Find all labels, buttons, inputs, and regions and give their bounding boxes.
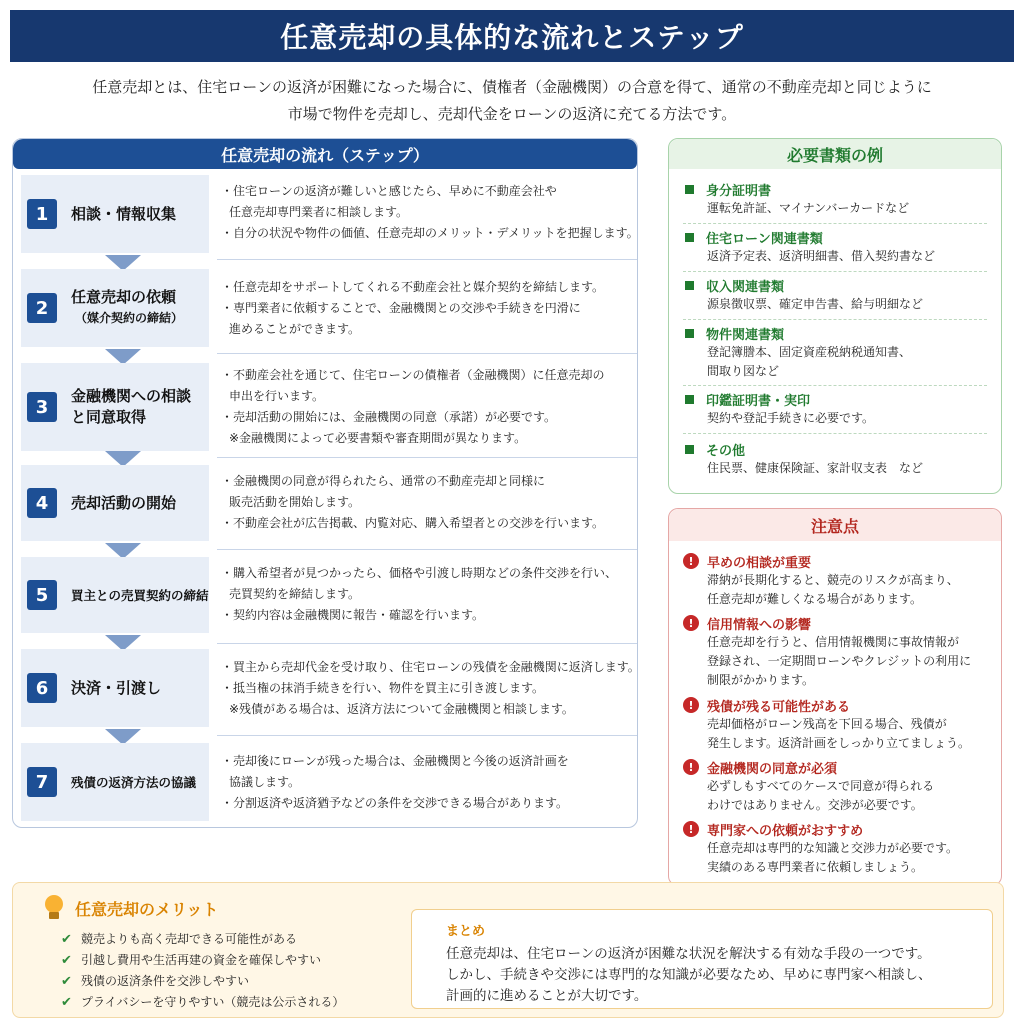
document-desc: 契約や登記手続きに必要です。	[707, 411, 875, 425]
caution-header: 注意点	[669, 509, 1001, 541]
step-number: 6	[27, 673, 57, 703]
summary-line: 任意売却は、住宅ローンの返済が困難な状況を解決する有効な手段の一つです。	[446, 946, 931, 962]
step-line: ・住宅ローンの返済が難しいと感じたら、早めに不動産会社や	[221, 184, 557, 198]
step-4	[21, 465, 637, 541]
summary-box	[411, 909, 993, 1009]
step-label	[21, 557, 209, 633]
summary-text	[446, 944, 931, 1007]
step-3	[21, 363, 637, 451]
step-title	[71, 287, 183, 329]
divider	[683, 271, 987, 272]
step-line: ・売却後にローンが残った場合は、金融機関と今後の返済計画を	[221, 754, 569, 768]
document-title: 収入関連書類	[706, 279, 785, 295]
step-line: ・購入希望者が見つかったら、価格や引渡し時期などの条件交渉を行い、	[221, 566, 618, 580]
intro-line: 任意売却とは、住宅ローンの返済が困難になった場合に、債権者（金融機関）の合意を得て、通常の不動産売却と同じように	[92, 78, 932, 96]
caution-item	[683, 695, 993, 753]
step-7	[21, 743, 637, 821]
step-label	[21, 363, 209, 451]
divider	[217, 643, 637, 644]
caution-desc: 売却価格がローン残高を下回る場合、残債が	[707, 717, 947, 731]
page-title: 任意売却の具体的な流れとステップ	[10, 10, 1014, 62]
document-item	[685, 389, 987, 428]
documents-panel	[668, 138, 1002, 494]
step-title: 金融機関への相談と同意取得	[71, 387, 192, 426]
document-title: 身分証明書	[706, 183, 772, 199]
caution-desc: 任意売却を行うと、信用情報機関に事故情報が	[707, 635, 960, 649]
intro-text	[40, 74, 984, 128]
step-5	[21, 557, 637, 633]
document-item	[685, 439, 987, 478]
square-bullet-icon	[685, 395, 694, 404]
check-icon: ✔	[61, 995, 72, 1010]
caution-desc: わけではありません。交渉が必要です。	[707, 798, 923, 812]
document-title: 住宅ローン関連書類	[706, 231, 823, 247]
step-line: ・売却活動の開始には、金融機関の同意（承諾）が必要です。	[221, 410, 557, 424]
merit-text: 残債の返済条件を交渉しやすい	[81, 974, 250, 988]
warning-circle-icon: !	[683, 821, 699, 837]
document-item	[685, 227, 987, 266]
merit-text: プライバシーを守りやすい（競売は公示される）	[81, 995, 345, 1009]
step-body	[221, 751, 633, 814]
step-label	[21, 465, 209, 541]
step-body	[221, 657, 640, 720]
document-desc: 間取り図など	[707, 364, 780, 378]
step-label	[21, 649, 209, 727]
document-title: その他	[706, 443, 746, 459]
check-icon: ✔	[61, 953, 72, 968]
document-title: 印鑑証明書・実印	[706, 393, 811, 409]
warning-circle-icon: !	[683, 615, 699, 631]
step-line: 販売活動を開始します。	[229, 495, 361, 509]
caution-desc: 登録され、一定期間ローンやクレジットの利用に	[707, 654, 972, 668]
step-1	[21, 175, 637, 253]
caution-item	[683, 757, 993, 815]
step-line: ・自分の状況や物件の価値、任意売却のメリット・デメリットを把握します。	[221, 226, 639, 240]
step-number: 1	[27, 199, 57, 229]
divider	[217, 259, 637, 260]
step-number: 2	[27, 293, 57, 323]
merit-list	[61, 929, 344, 1013]
merit-header	[43, 895, 218, 921]
caution-panel	[668, 508, 1002, 886]
document-title: 物件関連書類	[706, 327, 785, 343]
step-title-main: 任意売却の依頼	[71, 288, 177, 306]
document-desc: 源泉徴収票、確定申告書、給与明細など	[707, 297, 924, 311]
merit-text: 競売よりも高く売却できる可能性がある	[81, 932, 298, 946]
step-title: 残債の返済方法の協議	[71, 774, 197, 790]
step-body	[221, 365, 633, 449]
square-bullet-icon	[685, 185, 694, 194]
step-line: 協議します。	[229, 775, 301, 789]
step-line: ※金融機関によって必要書類や審査期間が異なります。	[229, 431, 527, 445]
summary-line: しかし、手続きや交渉には専門的な知識が必要なため、早めに専門家へ相談し、	[446, 967, 932, 983]
check-icon: ✔	[61, 932, 72, 947]
step-line: ・金融機関の同意が得られたら、通常の不動産売却と同様に	[221, 474, 546, 488]
caution-title: 早めの相談が重要	[707, 555, 812, 571]
intro-line: 市場で物件を売却し、売却代金をローンの返済に充てる方法です。	[287, 105, 737, 123]
summary-line: 計画的に進めることが大切です。	[446, 988, 648, 1004]
step-line: ・専門業者に依頼することで、金融機関との交渉や手続きを円滑に	[221, 301, 581, 315]
step-line: 申出を行います。	[229, 389, 325, 403]
step-body	[221, 277, 633, 340]
divider	[683, 433, 987, 434]
document-desc: 運転免許証、マイナンバーカードなど	[707, 201, 910, 215]
step-number: 3	[27, 392, 57, 422]
step-title: 買主との売買契約の締結	[71, 587, 209, 603]
steps-header: 任意売却の流れ（ステップ）	[13, 139, 637, 169]
document-desc: 返済予定表、返済明細書、借入契約書など	[707, 249, 936, 263]
caution-title: 残債が残る可能性がある	[707, 699, 851, 715]
caution-desc: 任意売却は専門的な知識と交渉力が必要です。	[707, 841, 959, 855]
caution-title: 専門家への依頼がおすすめ	[707, 823, 864, 839]
step-6	[21, 649, 640, 727]
warning-circle-icon: !	[683, 553, 699, 569]
step-2	[21, 269, 637, 347]
step-title-sub: （媒介契約の締結）	[75, 311, 184, 325]
merit-title: 任意売却のメリット	[75, 899, 219, 919]
merit-text: 引越し費用や生活再建の資金を確保しやすい	[81, 953, 322, 967]
divider	[217, 549, 637, 550]
documents-header: 必要書類の例	[669, 139, 1001, 169]
step-line: ※残債がある場合は、返済方法について金融機関と相談します。	[229, 702, 574, 716]
document-item	[685, 323, 987, 381]
summary-label: まとめ	[446, 924, 486, 939]
square-bullet-icon	[685, 445, 694, 454]
check-icon: ✔	[61, 974, 72, 989]
divider	[217, 353, 637, 354]
step-body	[221, 563, 633, 626]
divider	[217, 735, 637, 736]
caution-desc: 必ずしもすべてのケースで同意が得られる	[707, 779, 935, 793]
document-item	[685, 275, 987, 314]
merit-panel	[12, 882, 1004, 1018]
step-body	[221, 471, 633, 534]
caution-item	[683, 613, 993, 690]
step-body	[221, 181, 639, 244]
warning-circle-icon: !	[683, 759, 699, 775]
step-label	[21, 743, 209, 821]
step-line: 進めることができます。	[229, 322, 361, 336]
step-number: 7	[27, 767, 57, 797]
merit-item	[61, 971, 344, 992]
step-number: 4	[27, 488, 57, 518]
caution-title: 金融機関の同意が必須	[707, 761, 838, 777]
merit-item	[61, 992, 344, 1013]
lightbulb-icon	[43, 895, 65, 921]
caution-desc: 滞納が長期化すると、競売のリスクが高まり、	[707, 573, 959, 587]
document-desc: 登記簿謄本、固定資産税納税通知書、	[707, 345, 912, 359]
step-line: 任意売却専門業者に相談します。	[229, 205, 409, 219]
merit-item	[61, 929, 344, 950]
step-title: 売却活動の開始	[71, 493, 177, 512]
caution-title: 信用情報への影響	[707, 617, 812, 633]
step-line: ・任意売却をサポートしてくれる不動産会社と媒介契約を締結します。	[221, 280, 605, 294]
divider	[683, 223, 987, 224]
step-line: ・契約内容は金融機関に報告・確認を行います。	[221, 608, 485, 622]
warning-circle-icon: !	[683, 697, 699, 713]
caution-desc: 任意売却が難しくなる場合があります。	[707, 592, 923, 606]
step-line: ・抵当権の抹消手続きを行い、物件を買主に引き渡します。	[221, 681, 545, 695]
square-bullet-icon	[685, 233, 694, 242]
step-number: 5	[27, 580, 57, 610]
step-line: 売買契約を締結します。	[229, 587, 361, 601]
step-line: ・不動産会社を通じて、住宅ローンの債権者（金融機関）に任意売却の	[221, 368, 605, 382]
square-bullet-icon	[685, 281, 694, 290]
step-label	[21, 175, 209, 253]
step-line: ・分割返済や返済猶予などの条件を交渉できる場合があります。	[221, 796, 569, 810]
caution-item	[683, 551, 993, 609]
caution-desc: 発生します。返済計画をしっかり立てましょう。	[707, 736, 971, 750]
caution-desc: 実績のある専門業者に依頼しましょう。	[707, 860, 924, 874]
document-item	[685, 179, 987, 218]
steps-panel	[12, 138, 638, 828]
divider	[683, 385, 987, 386]
step-title: 相談・情報収集	[71, 204, 177, 223]
step-title: 決済・引渡し	[71, 678, 162, 697]
caution-desc: 制限がかかります。	[707, 673, 815, 687]
step-line: ・不動産会社が広告掲載、内覧対応、購入希望者との交渉を行います。	[221, 516, 605, 530]
caution-item	[683, 819, 993, 877]
document-desc: 住民票、健康保険証、家計収支表 など	[707, 461, 924, 475]
square-bullet-icon	[685, 329, 694, 338]
divider	[217, 457, 637, 458]
divider	[683, 319, 987, 320]
merit-item	[61, 950, 344, 971]
step-label	[21, 269, 209, 347]
step-line: ・買主から売却代金を受け取り、住宅ローンの残債を金融機関に返済します。	[221, 660, 640, 674]
